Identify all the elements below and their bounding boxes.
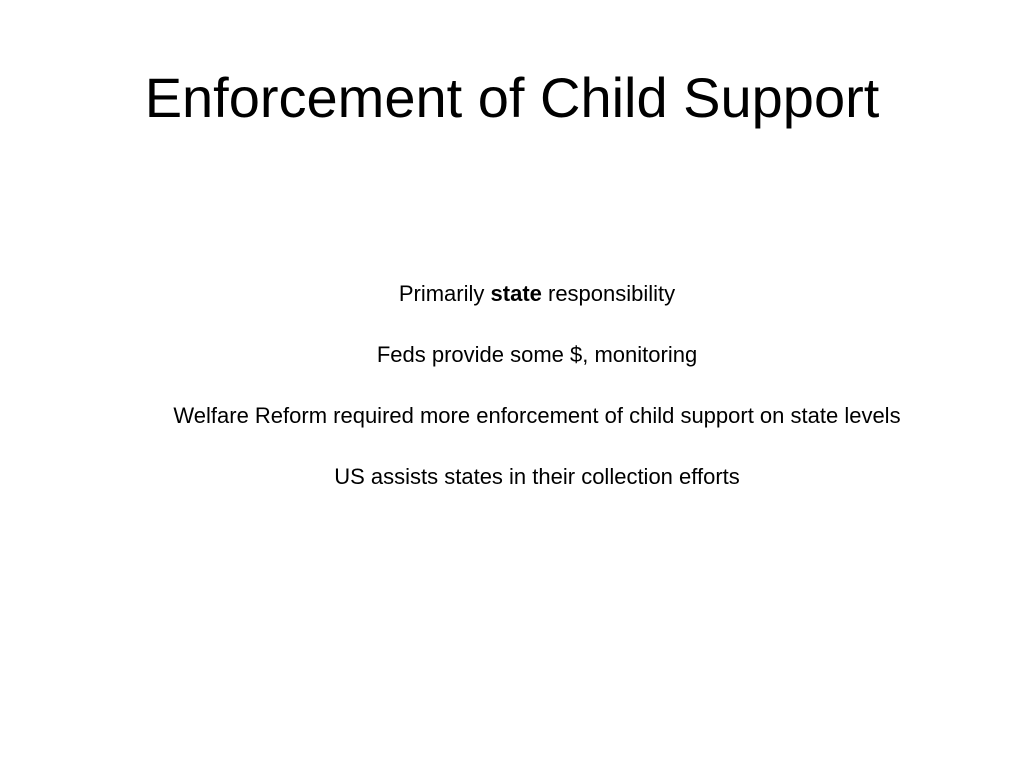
body-line-prefix: Primarily <box>398 281 491 306</box>
body-line-emphasis: state <box>490 281 542 306</box>
body-line-state-responsibility <box>50 281 1024 307</box>
slide-title: Enforcement of Child Support <box>144 66 880 129</box>
body-line-suffix: responsibility <box>541 281 676 306</box>
body-line-feds-funding: Feds provide some $, monitoring <box>376 342 698 367</box>
slide-body <box>50 281 1024 525</box>
body-line-us-assists: US assists states in their collection efforts <box>334 464 740 489</box>
body-line-welfare-reform: Welfare Reform required more enforcement of child support on state levels <box>173 403 901 428</box>
